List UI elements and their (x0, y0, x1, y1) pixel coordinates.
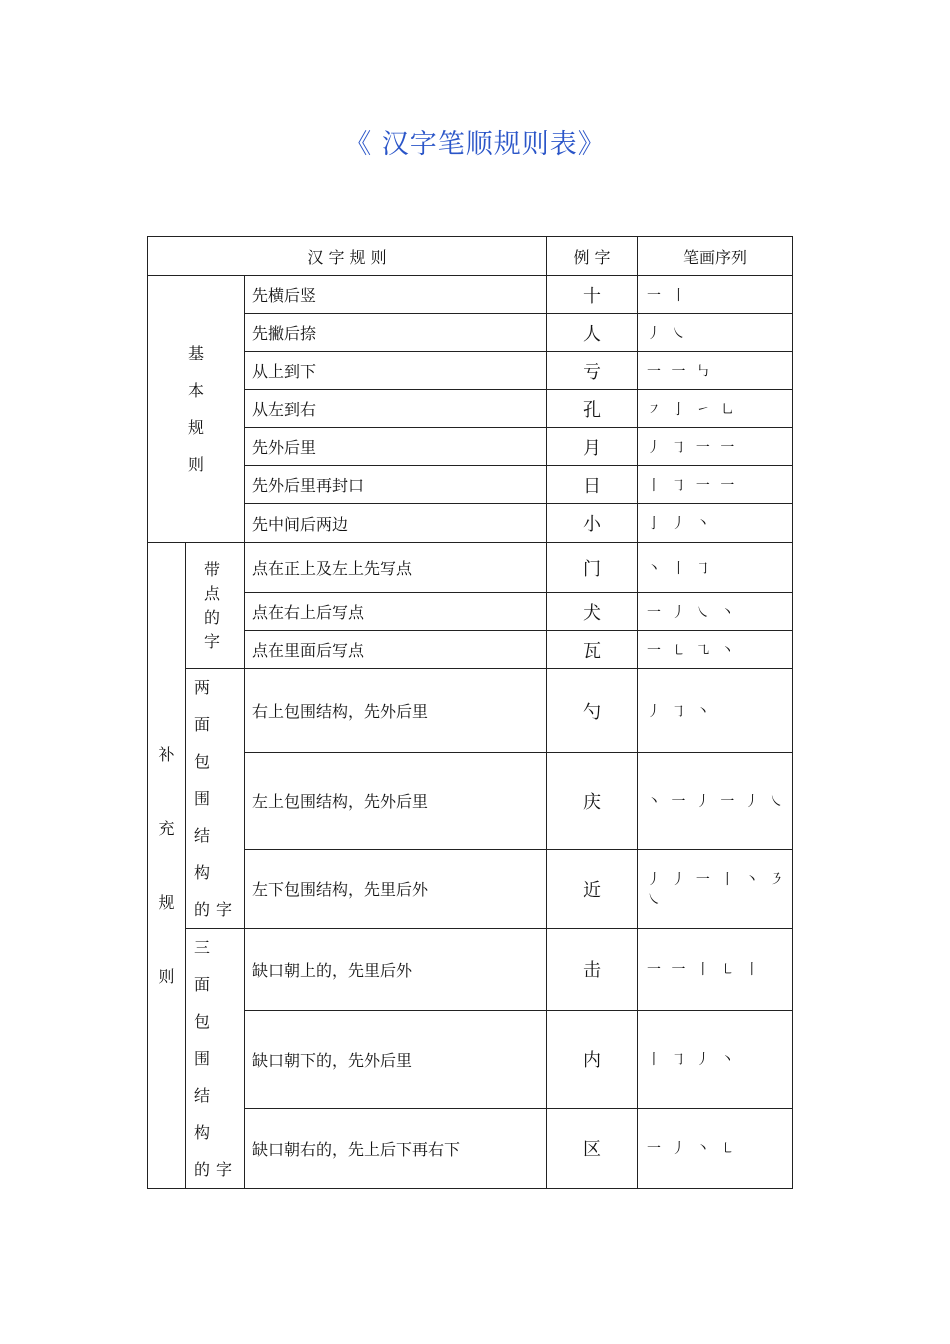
header-example: 例 字 (547, 237, 638, 276)
example-char: 区 (547, 1108, 638, 1188)
stroke-sequence: 丨 ㇆ 丿 丶 (638, 1010, 793, 1108)
table-row (148, 593, 793, 631)
example-char: 日 (547, 466, 638, 504)
stroke-sequence: 丿 丿 一 丨 丶 ㇋ ㇏ (638, 849, 793, 928)
group-label-two-sided: 两 面 包 围 结 构 的字 (186, 669, 245, 929)
supplement-rules-label: 补 充 规 则 (148, 543, 186, 1189)
stroke-sequence: ㇇ 亅 ㇀ ㇟ (638, 390, 793, 428)
stroke-sequence: 一 丿 丶 ㇄ (638, 1108, 793, 1188)
example-char: 十 (547, 276, 638, 314)
table-row (148, 1010, 793, 1108)
table-row (148, 543, 793, 593)
stroke-order-table (147, 236, 793, 1189)
rule-text: 左上包围结构，先外后里 (245, 753, 547, 850)
rule-text: 先撇后捺 (245, 314, 547, 352)
stroke-sequence: 丿 ㇆ 丶 (638, 669, 793, 753)
rule-text: 先横后竖 (245, 276, 547, 314)
table-row (148, 428, 793, 466)
example-char: 庆 (547, 753, 638, 850)
rule-text: 缺口朝上的，先里后外 (245, 929, 547, 1011)
stroke-sequence: 丶 一 丿 一 丿 ㇏ (638, 753, 793, 850)
stroke-sequence: 丶 丨 ㇆ (638, 543, 793, 593)
example-char: 亏 (547, 352, 638, 390)
example-char: 犬 (547, 593, 638, 631)
table-row (148, 669, 793, 753)
rule-text: 先外后里再封口 (245, 466, 547, 504)
table-row (148, 352, 793, 390)
example-char: 击 (547, 929, 638, 1011)
stroke-sequence: 一 丨 (638, 276, 793, 314)
rule-text: 从上到下 (245, 352, 547, 390)
stroke-sequence: 丿 ㇏ (638, 314, 793, 352)
table-row (148, 929, 793, 1011)
table-row (148, 1108, 793, 1188)
basic-rules-label: 基 本 规 则 (148, 276, 245, 543)
rule-text: 点在正上及左上先写点 (245, 543, 547, 593)
rule-text: 从左到右 (245, 390, 547, 428)
table-row (148, 390, 793, 428)
table-row (148, 276, 793, 314)
rule-text: 右上包围结构，先外后里 (245, 669, 547, 753)
group-label-three-sided: 三 面 包 围 结 构 的字 (186, 929, 245, 1189)
rule-text: 先外后里 (245, 428, 547, 466)
table-row (148, 753, 793, 850)
stroke-sequence: 丨 ㇆ 一 一 (638, 466, 793, 504)
table-row (148, 504, 793, 543)
example-char: 瓦 (547, 631, 638, 669)
example-char: 勺 (547, 669, 638, 753)
example-char: 内 (547, 1010, 638, 1108)
stroke-sequence: 一 一 丨 ㇄ 丨 (638, 929, 793, 1011)
example-char: 近 (547, 849, 638, 928)
table-row (148, 466, 793, 504)
rule-text: 点在里面后写点 (245, 631, 547, 669)
group-label-dotted: 带点 的字 (186, 543, 245, 669)
example-char: 月 (547, 428, 638, 466)
stroke-sequence: 一 ㇄ ㇈ 丶 (638, 631, 793, 669)
rule-text: 缺口朝右的，先上后下再右下 (245, 1108, 547, 1188)
table-row (148, 314, 793, 352)
rule-text: 点在右上后写点 (245, 593, 547, 631)
rule-text: 缺口朝下的，先外后里 (245, 1010, 547, 1108)
rule-text: 先中间后两边 (245, 504, 547, 543)
header-sequence: 笔画序列 (638, 237, 793, 276)
stroke-sequence: 丿 ㇆ 一 一 (638, 428, 793, 466)
example-char: 人 (547, 314, 638, 352)
stroke-sequence: 一 一 ㇉ (638, 352, 793, 390)
table-row (148, 631, 793, 669)
stroke-sequence: 亅 丿 丶 (638, 504, 793, 543)
page-title: 《 汉字笔顺规则表》 (344, 129, 606, 160)
table-header-row (148, 237, 793, 276)
header-rule: 汉 字 规 则 (148, 237, 547, 276)
example-char: 门 (547, 543, 638, 593)
rule-text: 左下包围结构，先里后外 (245, 849, 547, 928)
example-char: 小 (547, 504, 638, 543)
stroke-sequence: 一 丿 ㇏ 丶 (638, 593, 793, 631)
example-char: 孔 (547, 390, 638, 428)
table-row (148, 849, 793, 928)
